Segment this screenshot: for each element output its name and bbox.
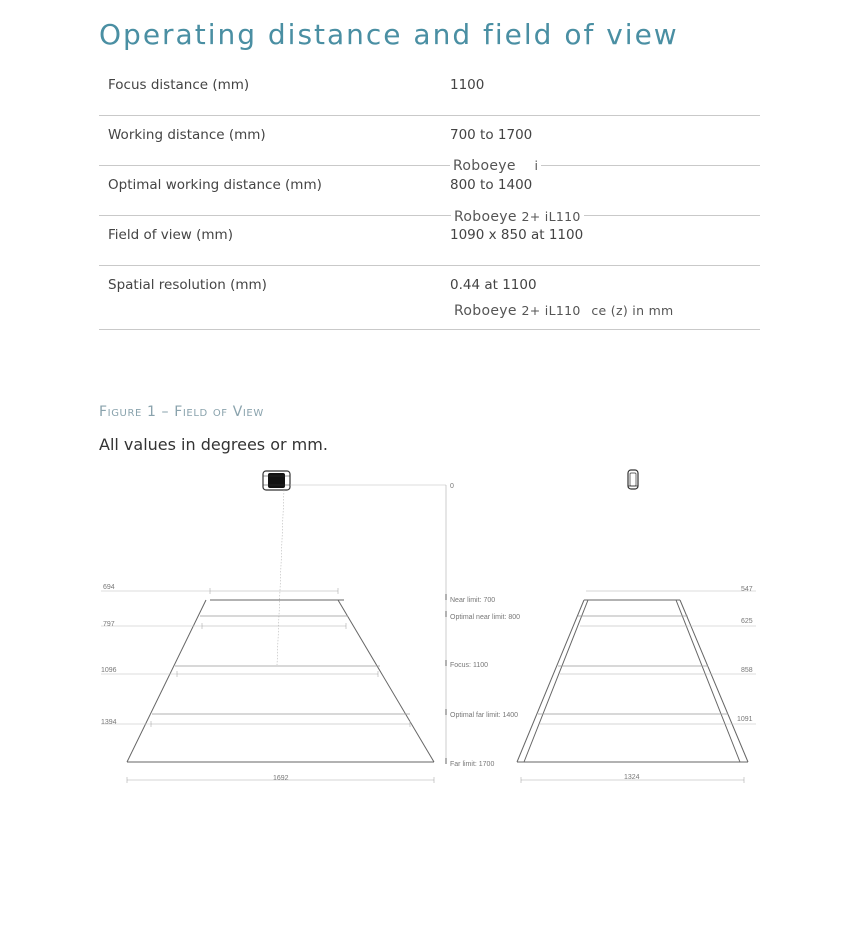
front-view <box>101 471 520 783</box>
fov-left-edge <box>127 600 206 762</box>
overlay-tail: i <box>534 158 539 173</box>
front-width-label: 1692 <box>273 775 289 782</box>
overlay-tail: 2+ iL110 <box>521 303 581 318</box>
overlay-word: Roboeye <box>453 158 516 174</box>
side-width-label: 1324 <box>624 774 640 781</box>
side-width-label: 625 <box>741 618 753 625</box>
overlay-tail: 2+ iL110 <box>521 209 581 224</box>
fov-right-edge <box>338 600 434 762</box>
depth-label-optimal-far: Optimal far limit: 1400 <box>450 712 519 719</box>
side-left-inner-edge <box>524 600 588 762</box>
spec-value: 0.44 at 1100 <box>450 277 537 293</box>
overlay-text-3 <box>451 303 677 319</box>
front-width-label: 1394 <box>101 719 117 726</box>
spec-row-focus-distance <box>99 66 760 116</box>
front-width-label: 694 <box>103 584 115 591</box>
front-width-label: 797 <box>103 621 115 628</box>
overlay-text-1 <box>450 158 541 174</box>
depth-label-optimal-near: Optimal near limit: 800 <box>450 614 521 621</box>
spec-table <box>99 66 760 330</box>
side-width-label: 1091 <box>737 716 753 723</box>
spec-row-spatial-resolution <box>99 266 760 330</box>
spec-row-field-of-view <box>99 216 760 266</box>
figure-caption: Figure 1 – Field of View <box>99 404 264 420</box>
side-width-label: 547 <box>741 586 753 593</box>
side-view <box>517 470 756 783</box>
overlay-word: Roboeye <box>454 209 517 225</box>
depth-label-near: Near limit: 700 <box>450 597 496 604</box>
page-title: Operating distance and field of view <box>99 18 679 51</box>
side-right-edge <box>680 600 748 762</box>
spec-label: Working distance (mm) <box>108 127 266 143</box>
camera-front-icon <box>263 471 290 490</box>
side-right-inner-edge <box>676 600 740 762</box>
zero-label: 0 <box>450 483 454 490</box>
side-left-edge <box>517 600 584 762</box>
depth-label-focus: Focus: 1100 <box>450 662 489 669</box>
spec-value: 700 to 1700 <box>450 127 533 143</box>
overlay-word: Roboeye <box>454 303 517 319</box>
spec-row-optimal-working-distance <box>99 166 760 216</box>
spec-value: 800 to 1400 <box>450 177 533 193</box>
spec-label: Focus distance (mm) <box>108 77 250 93</box>
camera-side-icon <box>628 470 638 489</box>
figure-note: All values in degrees or mm. <box>99 435 328 454</box>
overlay-suffix: ce (z) in mm <box>591 303 674 318</box>
spec-label: Field of view (mm) <box>108 227 233 243</box>
overlay-text-2 <box>451 209 584 225</box>
field-of-view-diagram <box>0 460 865 800</box>
side-width-label: 858 <box>741 667 753 674</box>
spec-value: 1100 <box>450 77 485 93</box>
spec-value: 1090 x 850 at 1100 <box>450 227 584 243</box>
front-width-label: 1096 <box>101 667 117 674</box>
depth-label-far: Far limit: 1700 <box>450 761 495 768</box>
optical-axis <box>277 490 284 665</box>
spec-label: Optimal working distance (mm) <box>108 177 322 193</box>
spec-row-working-distance <box>99 116 760 166</box>
spec-label: Spatial resolution (mm) <box>108 277 267 293</box>
